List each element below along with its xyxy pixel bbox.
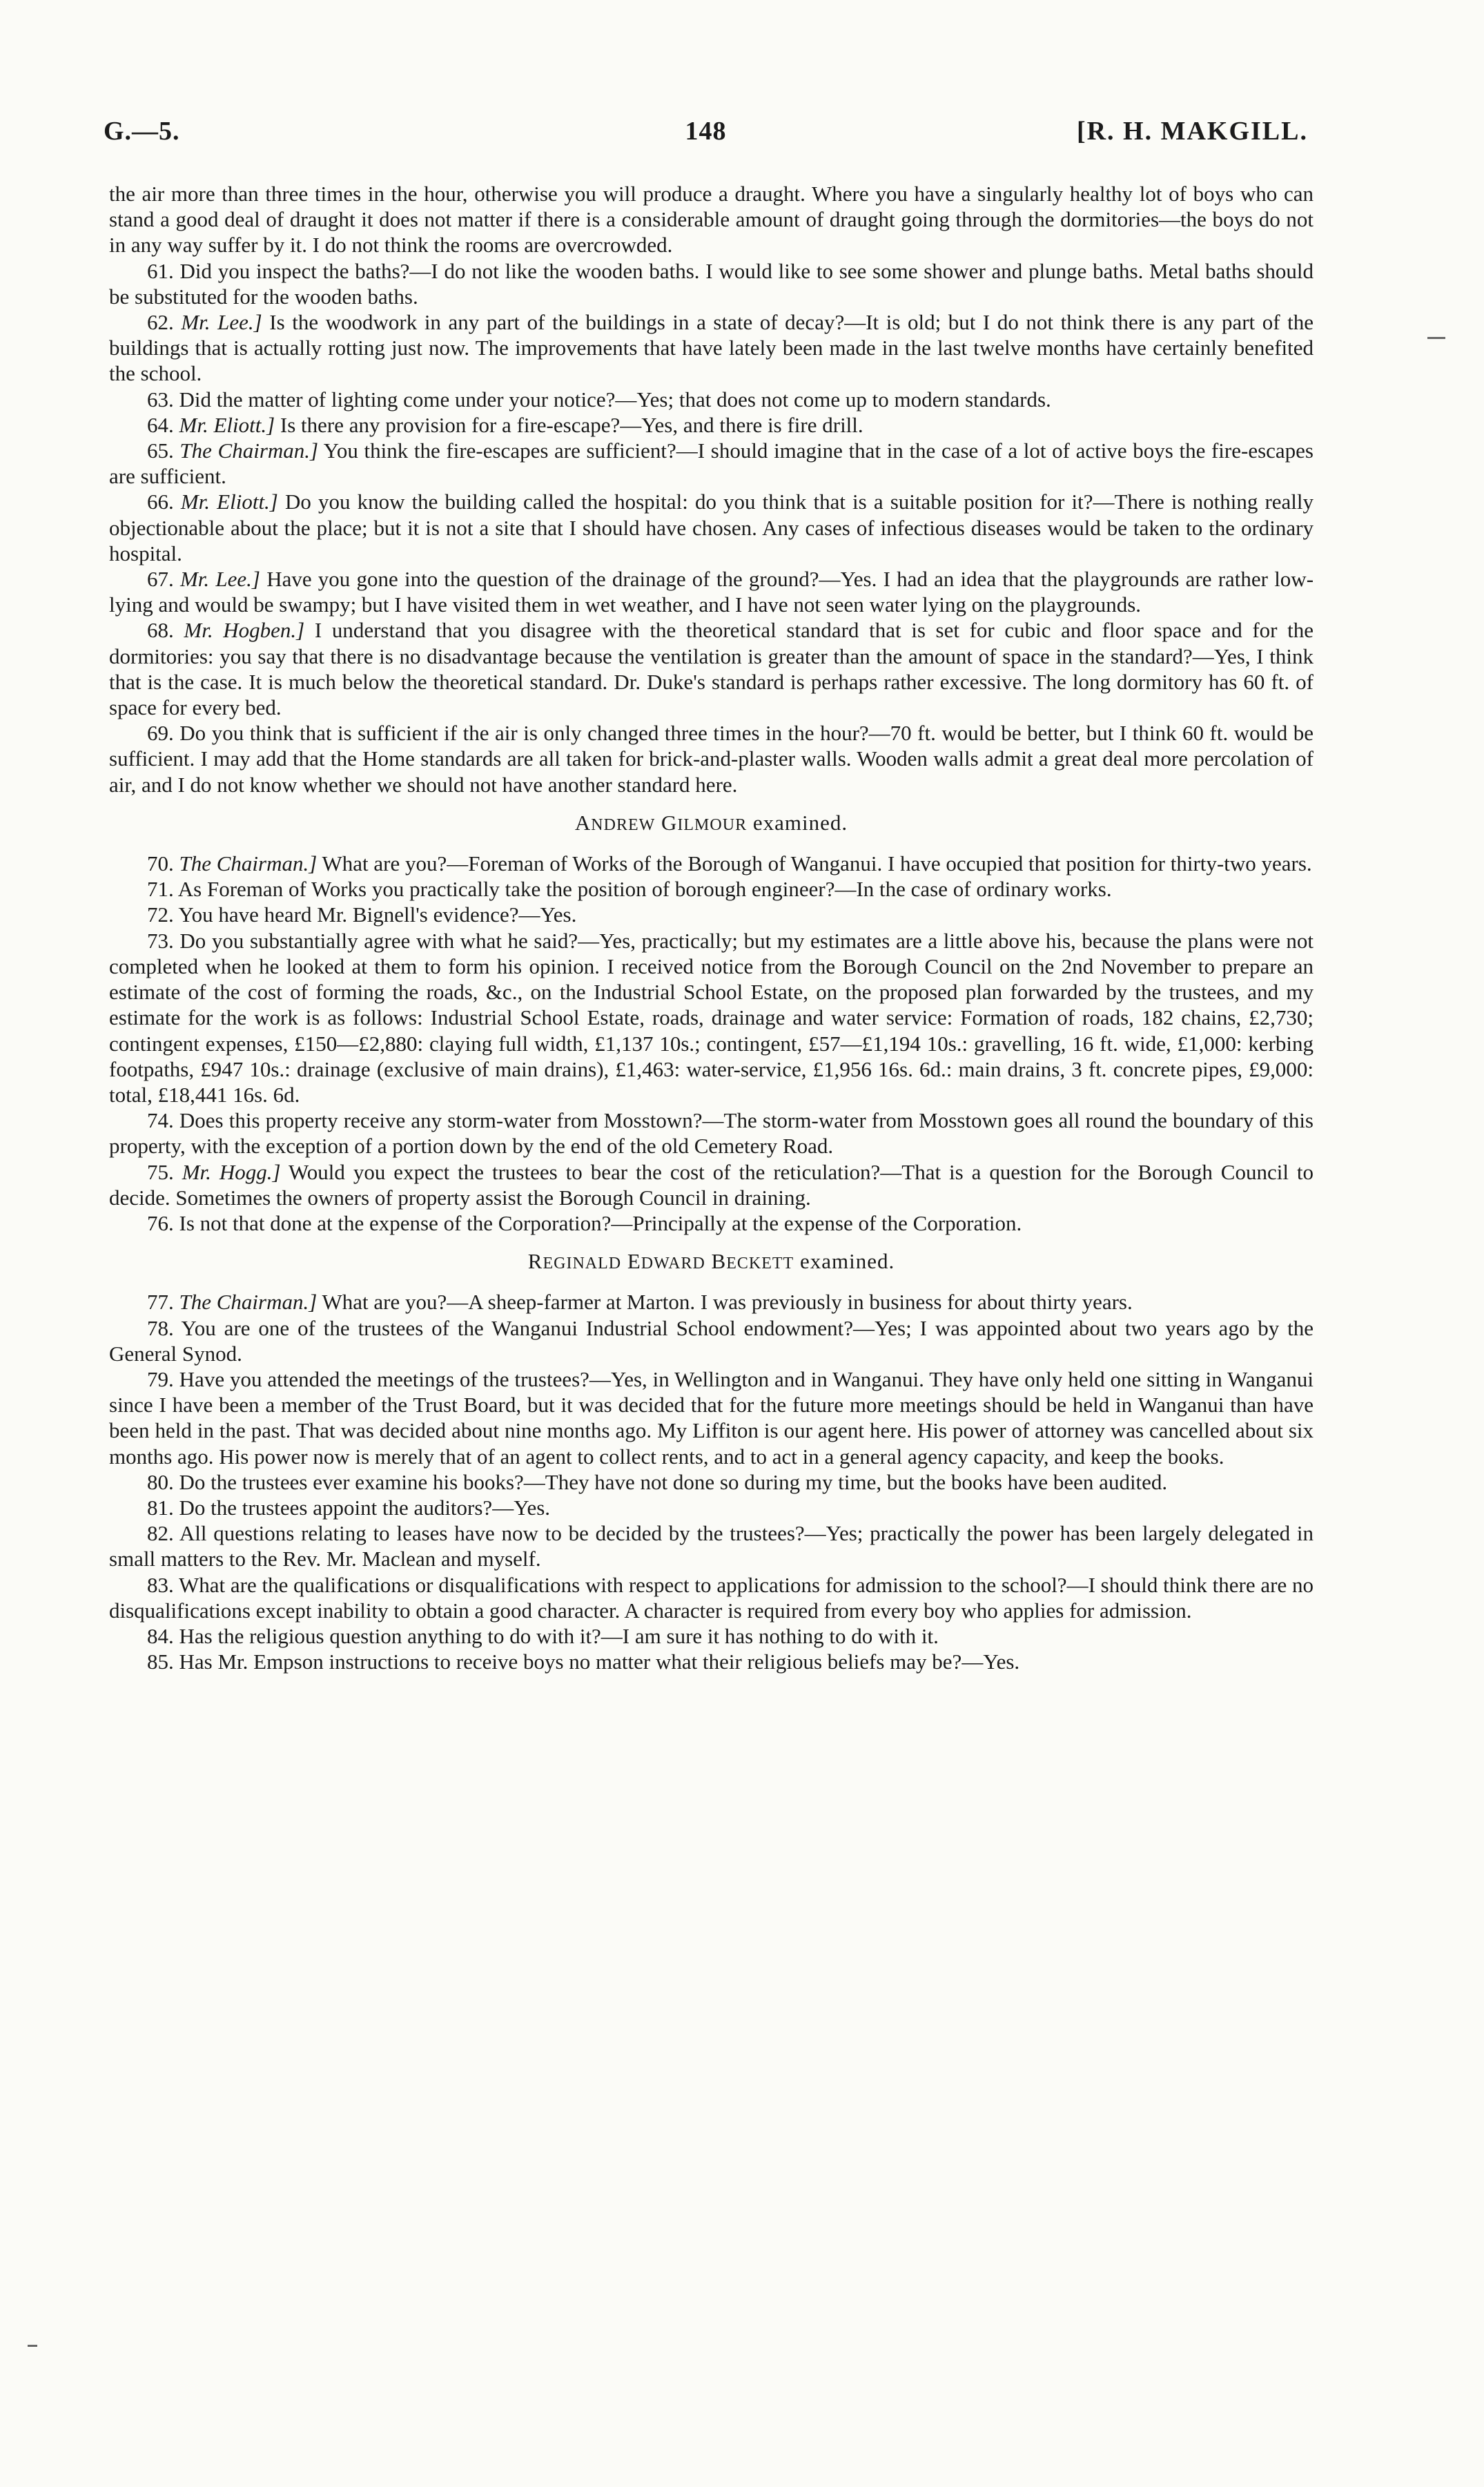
question-text: You think the fire-escapes are sufficient?—I should imagine that in the case of a lot of active boys the fire-escapes are sufficient. — [109, 438, 1314, 489]
question-number: 61. — [147, 258, 174, 283]
margin-mark — [28, 2345, 37, 2347]
question-number: 69. — [147, 721, 174, 746]
page-number: 148 — [685, 117, 727, 146]
questions-section-1 — [109, 258, 1314, 797]
question-paragraph — [109, 617, 1314, 720]
question-paragraph — [109, 1366, 1314, 1469]
speaker-label: Mr. Hogg.] — [182, 1159, 281, 1184]
question-text: Have you gone into the question of the drainage of the ground?—Yes. I had an idea that the playgrounds are rather low-lying and would be swampy; but I have visited them in wet weather, and I have not seen water lying on the playgrounds. — [109, 567, 1314, 617]
question-text: I understand that you disagree with the theoretical standard that is set for cubic and floor space and for the dormitories: you say that there is no disadvantage because the ventilation is greater than the amount of space in the standard?—Yes, I think that is the case. It is much below the theoretical standard. Dr. Duke's standard is perhaps rather excessive. The long dormitory has 60 ft. of space for every bed. — [109, 618, 1314, 720]
question-paragraph — [109, 1159, 1314, 1210]
question-paragraph — [109, 1469, 1314, 1495]
question-number: 76. — [147, 1210, 174, 1235]
question-number: 85. — [147, 1649, 174, 1674]
question-text: Do you think that is sufficient if the air is only changed three times in the hour?—70 ft. would be better, but I think 60 ft. would be sufficient. I may add that the Home standards are all taken for brick-and-plaster walls. Wooden walls admit a great deal more percolation of air, and I do not know whether we should not have another standard here. — [109, 721, 1314, 797]
paper-reference: G.—5. — [104, 117, 180, 146]
question-number: 72. — [147, 902, 174, 927]
question-text: What are you?—A sheep-farmer at Marton. I was previously in business for about thirty years. — [322, 1290, 1133, 1315]
questions-section-2 — [109, 851, 1314, 1236]
question-number: 78. — [147, 1315, 174, 1340]
question-number: 74. — [147, 1108, 174, 1133]
question-number: 71. — [147, 877, 174, 902]
question-paragraph — [109, 928, 1314, 1107]
question-paragraph — [109, 489, 1314, 566]
question-paragraph — [109, 851, 1314, 876]
question-text: You are one of the trustees of the Wanganui Industrial School endowment?—Yes; I was appointed about two years ago by the General Synod. — [109, 1315, 1314, 1366]
question-text: Did you inspect the baths?—I do not like the wooden baths. I would like to see some shower and plunge baths. Metal baths should be substituted for the wooden baths. — [109, 258, 1314, 309]
question-text: Is the woodwork in any part of the buildings in a state of decay?—It is old; but I do not think there is any part of the buildings that is actually rotting just now. The improvements that have lately been made in the last twelve months have certainly benefited the school. — [109, 310, 1314, 386]
witness-reference: [R. H. MAKGILL. — [1076, 117, 1308, 146]
question-text: Do you substantially agree with what he said?—Yes, practically; but my estimates are a little above his, because the plans were not completed when he looked at them to form his opinion. I received notice from the Borough Council on the 2nd November to prepare an estimate of the cost of forming the roads, &c., on the Industrial School Estate, on the proposed plan forwarded by the trustees, and my estimate for the work is as follows: Industrial School Estate, roads, drainage and water service: Formation of roads, 182 chains, £2,730; contingent expenses, £150—£2,880: claying full width, £1,137 10s.; contingent, £57—£1,194 10s.: gravelling, 16 ft. wide, £1,000: kerbing footpaths, £947 10s.: drainage (exclusive of main drains), £1,463: water-service, £1,956 16s. 6d.: main drains, 3 ft. concrete pipes, £9,000: total, £18,441 16s. 6d. — [109, 928, 1314, 1107]
witness-heading-gilmour: ANDREW GILMOUR examined. — [574, 810, 848, 835]
speaker-label: Mr. Lee.] — [179, 567, 260, 592]
question-text: Do the trustees ever examine his books?—They have not done so during my time, but the books have been audited. — [179, 1469, 1168, 1494]
question-number: 82. — [147, 1521, 174, 1546]
question-text: Have you attended the meetings of the trustees?—Yes, in Wellington and in Wanganui. They have only held one sitting in Wanganui since I have been a member of the Trust Board, but it was decided that for the future more meetings should be held in Wanganui than have been held in the past. That was decided about nine months ago. My Liffiton is our agent here. His power of attorney was cancelled about six months ago. His power now is merely that of an agent to collect rents, and to act in a general agency capacity, and keep the books. — [109, 1366, 1314, 1469]
question-text: All questions relating to leases have now to be decided by the trustees?—Yes; practically the power has been largely delegated in small matters to the Rev. Mr. Maclean and myself. — [109, 1521, 1314, 1571]
continuation-paragraph: the air more than three times in the hour, otherwise you will produce a draught. Where you have a singularly healthy lot of boys who can stand a good deal of draught it does not matter if there is a considerable amount of draught going through the dormitories—the boys do not in any way suffer by it. I do not think the rooms are overcrowded. — [109, 182, 1314, 258]
questions-section-3 — [109, 1289, 1314, 1674]
speaker-label: The Chairman.] — [179, 438, 319, 463]
question-paragraph — [109, 412, 1314, 438]
speaker-label: Mr. Eliott.] — [179, 412, 275, 437]
question-text: Did the matter of lighting come under your notice?—Yes; that does not come up to modern standards. — [179, 387, 1051, 412]
question-number: 83. — [147, 1572, 174, 1597]
question-number: 80. — [147, 1469, 174, 1494]
question-paragraph — [109, 387, 1314, 412]
question-paragraph — [109, 1210, 1314, 1236]
question-paragraph — [109, 1315, 1314, 1366]
question-text: Does this property receive any storm-water from Mosstown?—The storm-water from Mosstown goes all round the boundary of this property, with the exception of a portion down by the end of the old Cemetery Road. — [109, 1108, 1314, 1159]
question-text: Would you expect the trustees to bear the cost of the reticulation?—That is a question for the Borough Council to decide. Sometimes the owners of property assist the Borough Council in draining. — [109, 1159, 1314, 1210]
question-text: You have heard Mr. Bignell's evidence?—Yes. — [178, 902, 577, 927]
document-body — [109, 181, 1314, 1674]
speaker-label: Mr. Lee.] — [181, 310, 262, 335]
question-paragraph — [109, 902, 1314, 927]
question-number: 68. — [147, 618, 174, 643]
question-number: 63. — [147, 387, 174, 412]
question-paragraph — [109, 720, 1314, 797]
question-text: What are the qualifications or disqualifications with respect to applications for admission to the school?—I should think there are no disqualifications except inability to obtain a good character. A character is required from every boy who applies for admission. — [109, 1572, 1314, 1623]
question-paragraph — [109, 1495, 1314, 1520]
speaker-label: Mr. Hogben.] — [184, 618, 305, 643]
question-text: Is not that done at the expense of the Corporation?—Principally at the expense of the Corporation. — [179, 1210, 1022, 1235]
question-paragraph — [109, 258, 1314, 309]
question-number: 77. — [147, 1290, 174, 1315]
question-paragraph — [109, 876, 1314, 902]
question-text: Do the trustees appoint the auditors?—Yes. — [179, 1495, 551, 1520]
speaker-label: The Chairman.] — [179, 851, 318, 876]
question-paragraph — [109, 1572, 1314, 1623]
question-paragraph — [109, 1520, 1314, 1571]
question-number: 67. — [147, 567, 174, 592]
question-paragraph — [109, 1623, 1314, 1649]
question-paragraph — [109, 1649, 1314, 1674]
question-paragraph — [109, 1289, 1314, 1315]
question-text: Has Mr. Empson instructions to receive boys no matter what their religious beliefs may be?—Yes. — [179, 1649, 1020, 1674]
speaker-label: The Chairman.] — [179, 1290, 318, 1315]
question-paragraph — [109, 1107, 1314, 1159]
question-number: 73. — [147, 928, 174, 953]
question-number: 70. — [147, 851, 174, 876]
question-text: Has the religious question anything to do with it?—I am sure it has nothing to do with it. — [179, 1623, 939, 1648]
question-number: 66. — [147, 490, 174, 514]
question-text: What are you?—Foreman of Works of the Borough of Wanganui. I have occupied that position for thirty-two years. — [322, 851, 1312, 876]
question-number: 62. — [147, 310, 174, 335]
question-number: 64. — [147, 412, 174, 437]
witness-heading-beckett: REGINALD EDWARD BECKETT examined. — [527, 1249, 895, 1274]
question-text: Do you know the building called the hospital: do you think that is a suitable position for it?—There is nothing really objectionable about the place; but it is not a site that I should have chosen. Any cases of infectious diseases would be taken to the ordinary hospital. — [109, 490, 1314, 565]
question-number: 84. — [147, 1623, 174, 1648]
question-number: 75. — [147, 1159, 174, 1184]
margin-mark — [1427, 337, 1445, 339]
question-paragraph — [109, 566, 1314, 617]
page-header — [104, 116, 1308, 151]
question-number: 65. — [147, 438, 174, 463]
question-paragraph — [109, 438, 1314, 489]
question-text: Is there any provision for a fire-escape?—Yes, and there is fire drill. — [280, 412, 863, 437]
question-number: 81. — [147, 1495, 174, 1520]
question-paragraph — [109, 309, 1314, 387]
speaker-label: Mr. Eliott.] — [180, 490, 278, 514]
question-number: 79. — [147, 1366, 174, 1391]
question-text: As Foreman of Works you practically take the position of borough engineer?—In the case of ordinary works. — [177, 877, 1112, 902]
